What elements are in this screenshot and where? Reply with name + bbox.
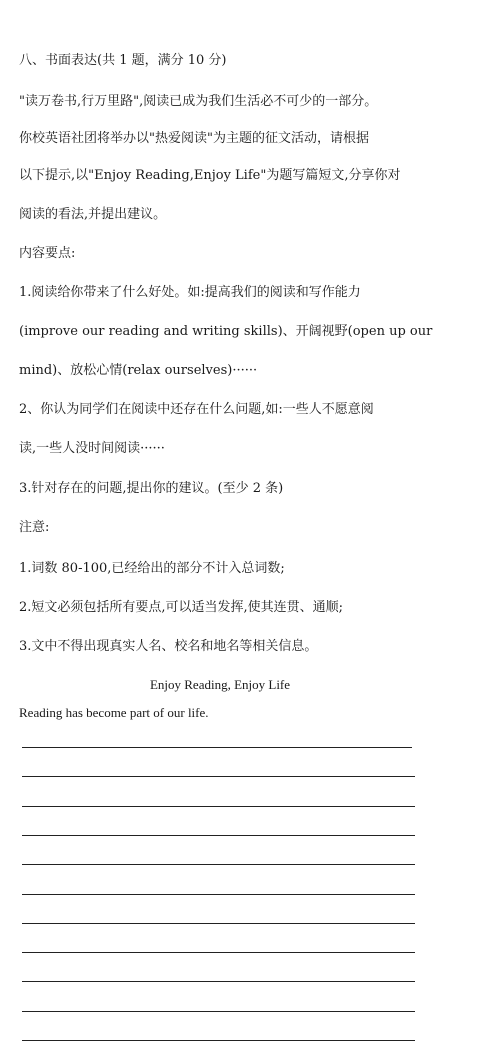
essay-opening-sentence: Reading has become part of our life. bbox=[19, 705, 209, 720]
essay-title: Enjoy Reading, Enjoy Life bbox=[149, 677, 291, 692]
point-line: 3.针对存在的问题,提出你的建议。(至少 2 条) bbox=[19, 481, 284, 496]
writing-line[interactable] bbox=[22, 776, 415, 777]
content-points-label: 内容要点: bbox=[19, 246, 76, 261]
note-line: 1.词数 80-100,已经给出的部分不计入总词数; bbox=[19, 561, 285, 576]
writing-line[interactable] bbox=[22, 1011, 415, 1012]
intro-line: 以下提示,以"Enjoy Reading,Enjoy Life"为题写篇短文,分享你对 bbox=[19, 168, 401, 183]
notes-label: 注意: bbox=[19, 520, 50, 535]
intro-line: 你校英语社团将举办以"热爱阅读"为主题的征文活动，请根据 bbox=[19, 131, 369, 146]
point-line: (improve our reading and writing skills)、开阔视野(open up our bbox=[19, 324, 433, 339]
writing-line[interactable] bbox=[22, 894, 415, 895]
writing-line[interactable] bbox=[22, 1040, 415, 1041]
writing-line[interactable] bbox=[22, 747, 412, 748]
writing-line[interactable] bbox=[22, 806, 415, 807]
intro-line: "读万卷书,行万里路",阅读已成为我们生活必不可少的一部分。 bbox=[19, 94, 378, 109]
point-line: 读,一些人没时间阅读······ bbox=[19, 441, 165, 456]
writing-line[interactable] bbox=[22, 835, 415, 836]
section-heading: 八、书面表达(共 1 题，满分 10 分) bbox=[19, 53, 227, 68]
writing-line[interactable] bbox=[22, 981, 415, 982]
note-line: 2.短文必须包括所有要点,可以适当发挥,使其连贯、通顺; bbox=[19, 600, 344, 615]
writing-line[interactable] bbox=[22, 923, 415, 924]
point-line: 1.阅读给你带来了什么好处。如:提高我们的阅读和写作能力 bbox=[19, 285, 361, 300]
writing-line[interactable] bbox=[22, 952, 415, 953]
point-line: mind)、放松心情(relax ourselves)······ bbox=[19, 363, 258, 378]
writing-line[interactable] bbox=[22, 864, 415, 865]
intro-line: 阅读的看法,并提出建议。 bbox=[19, 207, 167, 222]
note-line: 3.文中不得出现真实人名、校名和地名等相关信息。 bbox=[19, 639, 318, 654]
point-line: 2、你认为同学们在阅读中还存在什么问题,如:一些人不愿意阅 bbox=[19, 402, 374, 417]
